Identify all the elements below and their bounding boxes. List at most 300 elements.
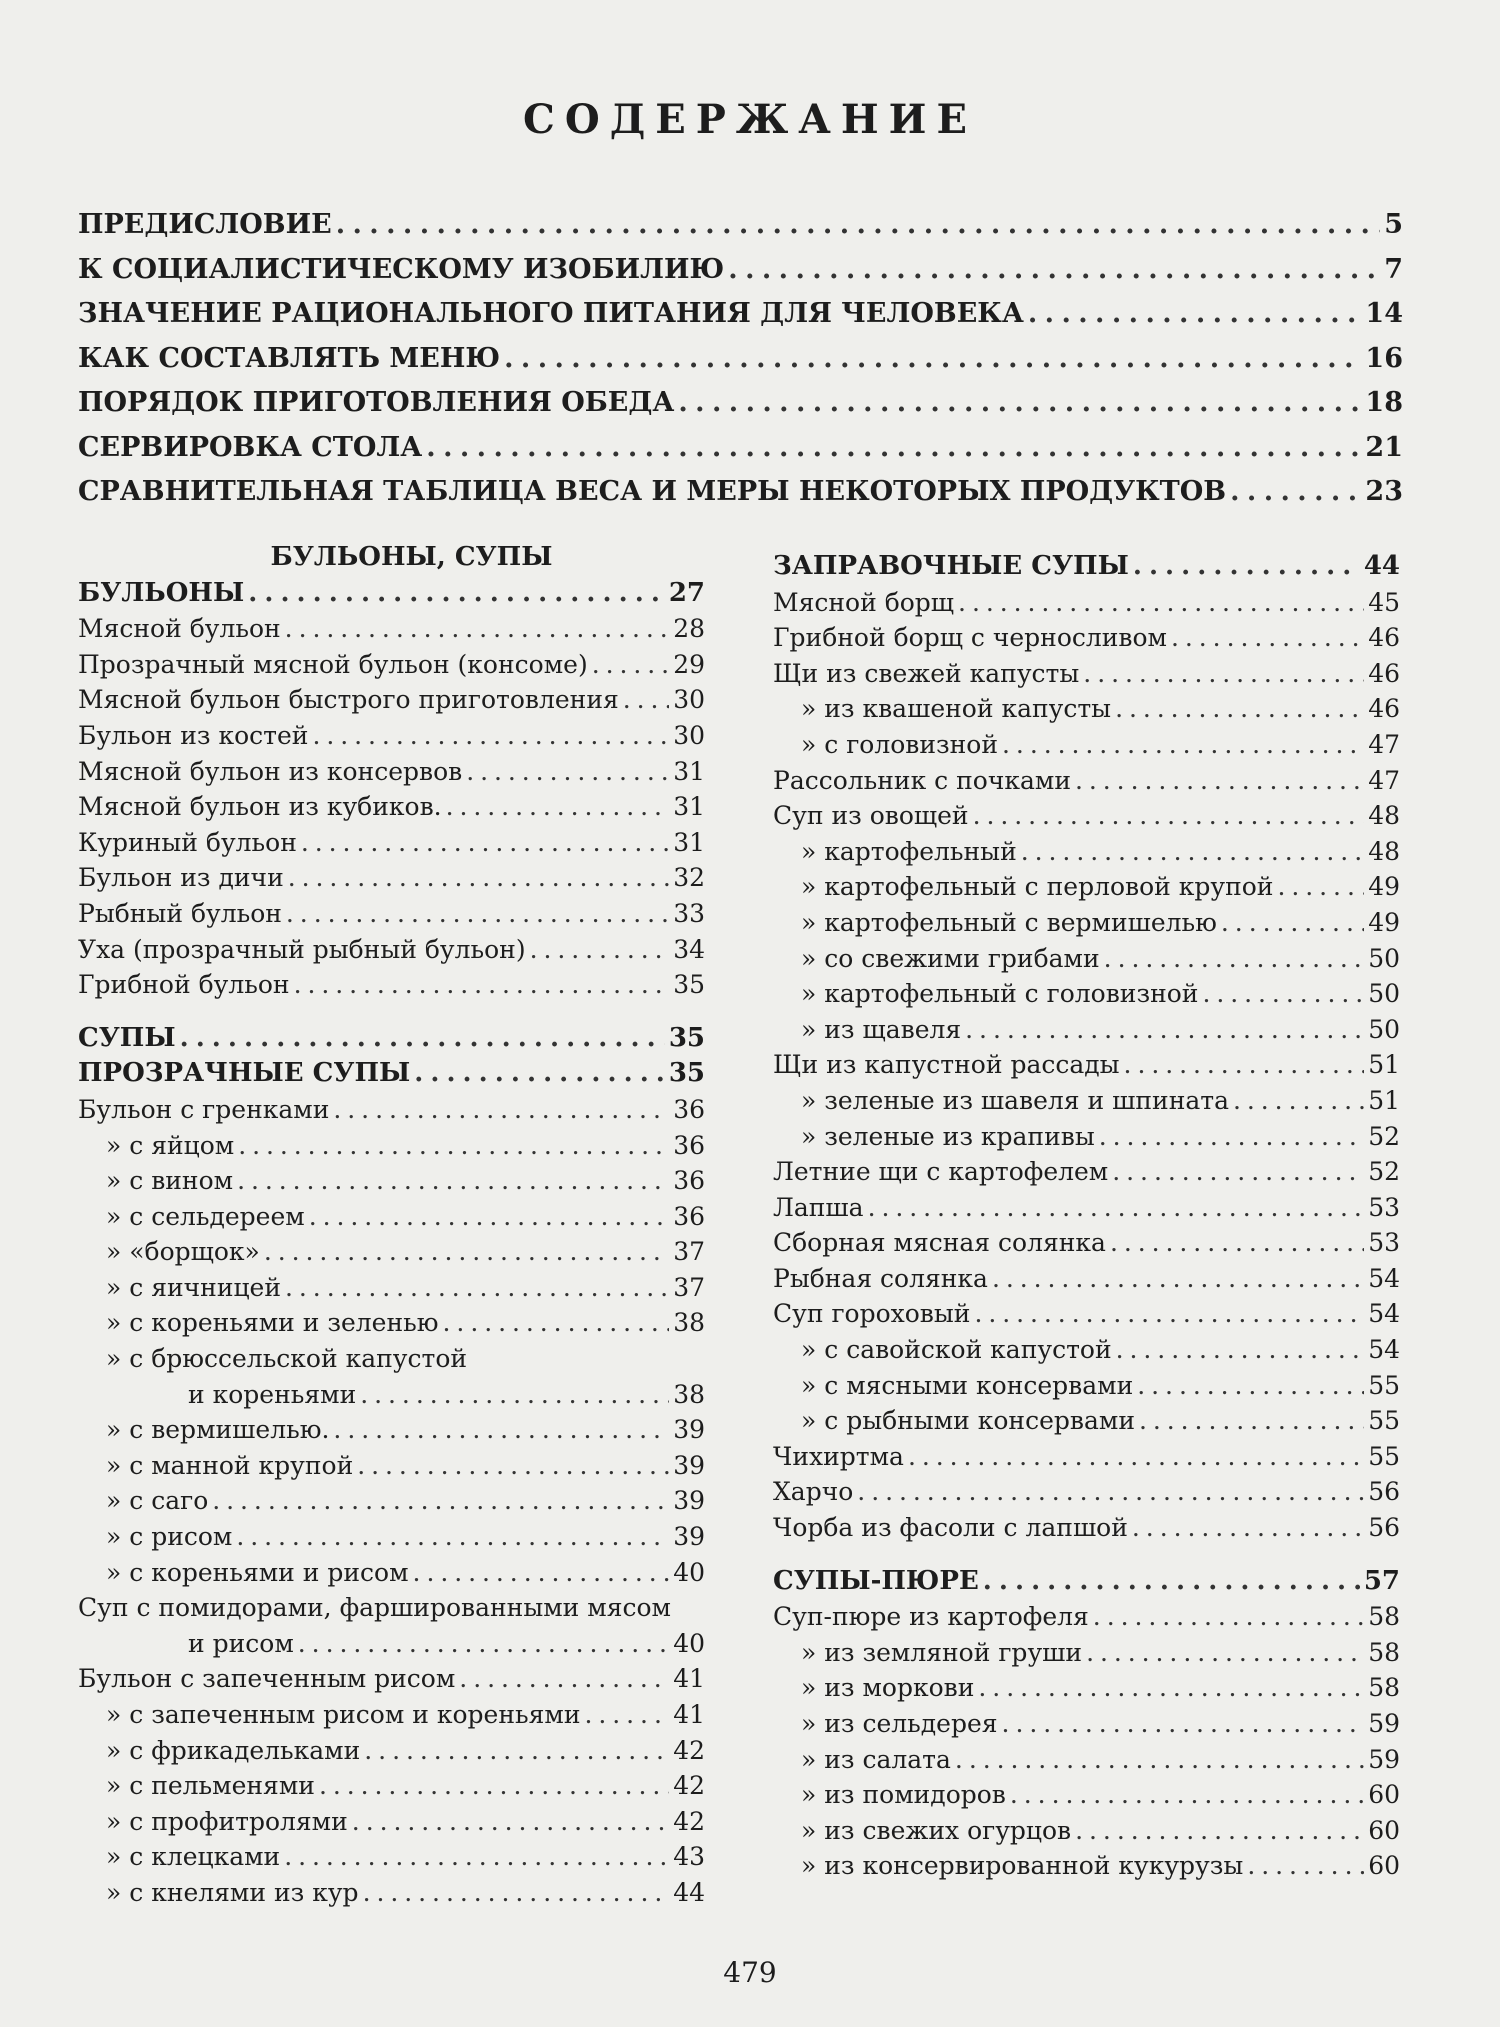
dot-leader xyxy=(336,203,1381,248)
toc-entry-title: » с савойской капустой xyxy=(801,1335,1112,1365)
toc-entry xyxy=(78,1270,705,1306)
toc-entry-page: 30 xyxy=(673,720,705,750)
toc-entry-page: 51 xyxy=(1368,1050,1400,1080)
dot-leader xyxy=(413,1555,670,1591)
toc-entry xyxy=(78,647,705,683)
toc-entry xyxy=(78,381,1403,426)
dot-leader xyxy=(1233,1083,1364,1119)
toc-entry-title: Щи из капустной рассады xyxy=(773,1050,1120,1080)
toc-entry xyxy=(773,1047,1400,1083)
dot-leader xyxy=(1075,1813,1364,1849)
spacer xyxy=(78,1003,705,1021)
toc-entry-page: 37 xyxy=(673,1237,705,1267)
toc-entry xyxy=(78,1377,705,1413)
dot-leader xyxy=(238,1128,669,1164)
toc-entry-page: 56 xyxy=(1368,1477,1400,1507)
toc-entry-page: 50 xyxy=(1368,943,1400,973)
dot-leader xyxy=(857,1474,1364,1510)
toc-entry-page: 36 xyxy=(673,1094,705,1124)
toc-entry-title: » с кнелями из кур xyxy=(106,1877,359,1907)
dot-leader xyxy=(319,1768,669,1804)
dot-leader xyxy=(1137,1368,1364,1404)
toc-entry-title: » с фрикадельками xyxy=(106,1735,361,1765)
dot-leader xyxy=(286,896,669,932)
dot-leader xyxy=(333,1092,669,1128)
toc-entry xyxy=(773,1706,1400,1742)
section-title: БУЛЬОНЫ, СУПЫ xyxy=(270,542,553,572)
toc-left-column xyxy=(78,540,705,1911)
toc-entry-page: 14 xyxy=(1365,298,1403,329)
toc-entry xyxy=(78,825,705,861)
toc-entry-title: » из квашеной капусты xyxy=(801,694,1112,724)
dot-leader xyxy=(1230,470,1361,515)
toc-entry-page: 47 xyxy=(1368,729,1400,759)
toc-entry xyxy=(78,611,705,647)
toc-entry-title: » «борщок» xyxy=(106,1237,260,1267)
toc-entry-page: 50 xyxy=(1368,1014,1400,1044)
toc-entry-page: 42 xyxy=(673,1735,705,1765)
toc-entry xyxy=(78,1199,705,1235)
toc-entry-title: Мясной бульон из консервов xyxy=(78,756,463,786)
toc-entry-page: 53 xyxy=(1368,1192,1400,1222)
toc-entry-page: 41 xyxy=(673,1700,705,1729)
toc-entry-title: » из помидоров xyxy=(801,1780,1006,1810)
page-number: 479 xyxy=(723,1956,777,1989)
toc-entry-page: 60 xyxy=(1368,1851,1400,1881)
toc-right-column xyxy=(773,549,1400,1884)
toc-entry-title: СУПЫ-ПЮРЕ xyxy=(773,1565,979,1596)
toc-entry-page: 51 xyxy=(1368,1085,1400,1115)
toc-entry xyxy=(773,1777,1400,1813)
toc-entry xyxy=(773,834,1400,870)
toc-entry xyxy=(78,248,1403,293)
toc-entry xyxy=(773,1083,1400,1119)
toc-entry-page: 46 xyxy=(1368,658,1400,688)
dot-leader xyxy=(1083,656,1364,692)
toc-entry-page: 50 xyxy=(1368,979,1400,1009)
toc-entry-title: Прозрачный мясной бульон (консоме) xyxy=(78,649,588,679)
toc-entry-title: » с кореньями и зеленью xyxy=(106,1308,439,1338)
toc-entry-title: Суп из овощей xyxy=(773,801,969,831)
toc-entry xyxy=(773,941,1400,977)
dot-leader xyxy=(333,1412,669,1448)
toc-entry xyxy=(773,1261,1400,1297)
dot-leader xyxy=(983,1564,1360,1600)
toc-entry-page: 35 xyxy=(668,1058,705,1089)
toc-entry-title: » из свежих огурцов xyxy=(801,1815,1072,1845)
toc-entry-page: 49 xyxy=(1368,907,1400,937)
toc-entry-title: » картофельный с вермишелью xyxy=(801,907,1217,937)
toc-entry-title: » с сельдереем xyxy=(106,1201,305,1231)
toc-entry-title: » с брюссельской капустой xyxy=(106,1344,468,1374)
toc-entry xyxy=(773,691,1400,727)
toc-entry xyxy=(78,1519,705,1555)
toc-entry-title: Бульон из костей xyxy=(78,720,309,750)
toc-entry xyxy=(773,620,1400,656)
toc-entry-title: » из земляной груши xyxy=(801,1637,1083,1667)
dot-leader xyxy=(212,1483,669,1519)
toc-entry-page: 33 xyxy=(673,898,705,928)
toc-entry-page: 31 xyxy=(673,827,705,857)
toc-entry-page: 55 xyxy=(1368,1406,1400,1436)
toc-entry xyxy=(773,976,1400,1012)
toc-entry-title: Рыбный бульон xyxy=(78,898,282,928)
toc-entry-page: 7 xyxy=(1384,253,1403,285)
toc-entry-page: 55 xyxy=(1368,1441,1400,1471)
toc-entry-page: 35 xyxy=(668,1022,705,1053)
dot-leader xyxy=(298,1626,669,1662)
toc-entry xyxy=(773,1599,1400,1635)
dot-leader xyxy=(1010,1777,1364,1813)
toc-entry xyxy=(773,1635,1400,1671)
dot-leader xyxy=(1277,869,1364,905)
dot-leader xyxy=(1116,1332,1365,1368)
toc-entry-page: 35 xyxy=(673,970,705,1000)
toc-entry-title: » с мясными консервами xyxy=(801,1370,1134,1400)
dot-leader xyxy=(459,1661,669,1697)
toc-entry xyxy=(773,1813,1400,1849)
toc-entry-title: » картофельный с головизной xyxy=(801,979,1199,1009)
dot-leader xyxy=(992,1261,1364,1297)
toc-entry-page: 43 xyxy=(673,1842,705,1872)
toc-entry-page: 60 xyxy=(1368,1815,1400,1845)
toc-entry xyxy=(78,896,705,932)
toc-entry-title: » с саго xyxy=(106,1486,209,1516)
dot-leader xyxy=(1021,834,1364,870)
dot-leader xyxy=(1115,691,1364,727)
dot-leader xyxy=(955,1742,1364,1778)
dot-leader xyxy=(678,381,1361,426)
toc-entry xyxy=(773,1510,1400,1546)
dot-leader xyxy=(584,1697,669,1733)
toc-entry xyxy=(773,1332,1400,1368)
toc-entry-page: 38 xyxy=(673,1379,705,1409)
toc-entry xyxy=(78,1768,705,1804)
toc-entry xyxy=(773,1474,1400,1510)
toc-entry xyxy=(78,1555,705,1591)
toc-entry xyxy=(78,1733,705,1769)
toc-entry-title: » с головизной xyxy=(801,729,999,759)
dot-leader xyxy=(352,1804,669,1840)
toc-entry-page: 54 xyxy=(1368,1299,1400,1329)
dot-leader xyxy=(363,1875,670,1911)
toc-entry-page: 60 xyxy=(1368,1780,1400,1810)
dot-leader xyxy=(1171,620,1364,656)
toc-entry-title: ПРОЗРАЧНЫЕ СУПЫ xyxy=(78,1058,411,1089)
toc-entry-title: Чихиртма xyxy=(773,1441,904,1471)
toc-entry xyxy=(78,1021,705,1057)
toc-entry-page: 42 xyxy=(673,1771,705,1801)
toc-entry xyxy=(78,860,705,896)
dot-leader xyxy=(592,647,669,683)
toc-entry-page: 55 xyxy=(1368,1370,1400,1400)
toc-entry-page: 48 xyxy=(1368,836,1400,866)
toc-entry xyxy=(78,967,705,1003)
toc-entry-title: » с клецками xyxy=(106,1842,281,1872)
toc-entry-title: Мясной бульон быстрого приготовления xyxy=(78,685,619,715)
toc-entry-title: » с запеченным рисом и кореньями xyxy=(106,1700,581,1729)
toc-entry xyxy=(78,789,705,825)
toc-entry-page: 52 xyxy=(1368,1121,1400,1151)
toc-entry-title: Суп гороховый xyxy=(773,1299,971,1329)
dot-leader xyxy=(301,825,669,861)
toc-entry-title: Куриный бульон xyxy=(78,827,297,857)
toc-entry xyxy=(78,1804,705,1840)
toc-entry xyxy=(78,1341,705,1377)
spacer xyxy=(773,1546,1400,1564)
dot-leader xyxy=(1002,1706,1365,1742)
toc-entry xyxy=(78,1412,705,1448)
dot-leader xyxy=(1139,1403,1364,1439)
dot-leader xyxy=(446,789,670,825)
toc-entry-page: 18 xyxy=(1365,387,1403,418)
toc-entry xyxy=(78,1448,705,1484)
dot-leader xyxy=(357,1448,669,1484)
toc-entry-title: Щи из свежей капусты xyxy=(773,658,1080,688)
toc-entry-page: 32 xyxy=(673,863,705,893)
toc-entry-title: » картофельный xyxy=(801,836,1017,866)
toc-entry-page: 45 xyxy=(1368,587,1400,617)
toc-entry-title: » картофельный с перловой крупой xyxy=(801,872,1274,902)
toc-entry-page: 40 xyxy=(673,1628,705,1658)
toc-entry-page: 59 xyxy=(1368,1744,1400,1774)
toc-entry xyxy=(78,337,1403,382)
toc-entry-title: » с вином xyxy=(106,1166,234,1196)
toc-entry-page: 47 xyxy=(1368,765,1400,795)
toc-entry xyxy=(773,1368,1400,1404)
toc-entry-title: БУЛЬОНЫ xyxy=(78,577,245,608)
toc-entry-page: 29 xyxy=(673,649,705,679)
toc-entry-page: 39 xyxy=(673,1486,705,1516)
toc-entry-page: 58 xyxy=(1368,1637,1400,1667)
toc-entry xyxy=(773,1564,1400,1600)
toc-entry-page: 46 xyxy=(1368,694,1400,724)
toc-entry xyxy=(773,1439,1400,1475)
dot-leader xyxy=(623,682,669,718)
toc-entry xyxy=(773,1848,1400,1884)
toc-entry-page: 44 xyxy=(1363,551,1400,581)
toc-entry xyxy=(773,1670,1400,1706)
toc-entry-title: » из моркови xyxy=(801,1673,975,1703)
dot-leader xyxy=(1028,292,1362,337)
dot-leader xyxy=(1133,549,1360,585)
toc-entry xyxy=(773,1742,1400,1778)
dot-leader xyxy=(1202,976,1364,1012)
dot-leader xyxy=(288,860,669,896)
dot-leader xyxy=(958,585,1364,621)
toc-left-list xyxy=(78,576,705,1911)
toc-entry-title: К СОЦИАЛИСТИЧЕСКОМУ ИЗОБИЛИЮ xyxy=(78,253,725,285)
dot-leader xyxy=(1112,1154,1364,1190)
toc-entry-title: » с кореньями и рисом xyxy=(106,1557,409,1587)
dot-leader xyxy=(180,1021,665,1057)
dot-leader xyxy=(1075,763,1364,799)
toc-entry-title: Бульон с гренками xyxy=(78,1094,330,1124)
dot-leader xyxy=(908,1439,1364,1475)
toc-entry xyxy=(78,1128,705,1164)
toc-entry-title: Летние щи с картофелем xyxy=(773,1157,1109,1187)
toc-entry-title: Суп с помидорами, фаршированными мясом xyxy=(78,1593,671,1623)
dot-leader xyxy=(443,1305,670,1341)
toc-entry-title: Сборная мясная солянка xyxy=(773,1228,1106,1258)
toc-entry-title: » с рисом xyxy=(106,1522,233,1552)
toc-entry-title: » с вермишелью. xyxy=(106,1415,330,1445)
toc-entry-title: Чорба из фасоли с лапшой xyxy=(773,1513,1128,1543)
dot-leader xyxy=(965,1012,1364,1048)
toc-entry xyxy=(773,1190,1400,1226)
dot-leader xyxy=(312,718,669,754)
dot-leader xyxy=(1099,1119,1364,1155)
toc-entry-page: 49 xyxy=(1368,872,1400,902)
dot-leader xyxy=(414,1056,665,1092)
toc-entry-title: Мясной борщ xyxy=(773,587,955,617)
toc-entry-title: » с яйцом xyxy=(106,1130,235,1160)
toc-entry xyxy=(78,576,705,612)
toc-entry xyxy=(773,905,1400,941)
toc-entry-page: 57 xyxy=(1363,1565,1400,1596)
toc-entry xyxy=(78,292,1403,337)
toc-entry-page: 54 xyxy=(1368,1263,1400,1293)
toc-entry-title: » из консервированной кукурузы xyxy=(801,1851,1244,1881)
toc-entry xyxy=(773,1119,1400,1155)
toc-entry xyxy=(773,1296,1400,1332)
toc-entry-title: ПРЕДИСЛОВИЕ xyxy=(78,209,332,240)
toc-entry-title: Мясной бульон xyxy=(78,614,281,644)
toc-entry xyxy=(78,426,1403,471)
toc-top-section xyxy=(78,203,1403,515)
toc-entry xyxy=(773,798,1400,834)
toc-entry xyxy=(78,1234,705,1270)
toc-entry-page: 27 xyxy=(668,577,705,608)
toc-entry-title: » из сельдерея xyxy=(801,1709,998,1738)
dot-leader xyxy=(530,932,670,968)
toc-entry-page: 53 xyxy=(1368,1228,1400,1258)
toc-entry-title: ЗАПРАВОЧНЫЕ СУПЫ xyxy=(773,551,1129,581)
dot-leader xyxy=(236,1519,669,1555)
toc-entry-title: » из салата xyxy=(801,1744,951,1774)
toc-entry-page: 44 xyxy=(673,1877,705,1907)
toc-entry-title: СЕРВИРОВКА СТОЛА xyxy=(78,431,423,463)
toc-entry-page: 54 xyxy=(1368,1335,1400,1365)
dot-leader xyxy=(248,576,665,612)
toc-entry-title: » с пельменями xyxy=(106,1771,315,1801)
toc-entry xyxy=(78,682,705,718)
dot-leader xyxy=(1002,727,1364,763)
dot-leader xyxy=(728,248,1380,293)
dot-leader xyxy=(1247,1848,1364,1884)
dot-leader xyxy=(237,1163,669,1199)
toc-entry-title: » из щавеля xyxy=(801,1014,962,1044)
toc-entry-title: и рисом xyxy=(188,1628,294,1658)
toc-entry-page: 28 xyxy=(673,614,705,644)
toc-entry-title: » с манной крупой xyxy=(106,1450,354,1480)
toc-entry-title: » со свежими грибами xyxy=(801,943,1100,973)
toc-entry-page: 58 xyxy=(1368,1602,1400,1632)
toc-entry xyxy=(78,1163,705,1199)
toc-entry-page: 46 xyxy=(1368,623,1400,653)
toc-entry xyxy=(78,1056,705,1092)
toc-entry xyxy=(78,1626,705,1662)
toc-entry-page: 56 xyxy=(1368,1513,1400,1543)
toc-entry-title: Харчо xyxy=(773,1477,854,1507)
toc-entry-page: 39 xyxy=(673,1415,705,1445)
dot-leader xyxy=(284,1839,669,1875)
toc-entry-page: 59 xyxy=(1368,1709,1400,1738)
dot-leader xyxy=(1093,1599,1364,1635)
toc-entry-page: 39 xyxy=(673,1522,705,1552)
toc-entry-title: Уха (прозрачный рыбный бульон) xyxy=(78,934,526,964)
toc-entry-page: 5 xyxy=(1384,209,1403,240)
toc-entry xyxy=(773,727,1400,763)
toc-entry-title: СУПЫ xyxy=(78,1022,176,1053)
toc-entry-page: 36 xyxy=(673,1201,705,1231)
toc-entry-title: Лапша xyxy=(773,1192,864,1222)
toc-entry-title: Рассольник с почками xyxy=(773,765,1071,795)
dot-leader xyxy=(974,1296,1364,1332)
toc-entry-title: » зеленые из крапивы xyxy=(801,1121,1095,1151)
toc-entry xyxy=(773,869,1400,905)
toc-entry xyxy=(78,1839,705,1875)
toc-entry xyxy=(78,1305,705,1341)
dot-leader xyxy=(294,967,670,1003)
toc-entry-page: 52 xyxy=(1368,1157,1400,1187)
dot-leader xyxy=(309,1199,669,1235)
dot-leader xyxy=(504,337,1361,382)
toc-entry-title: Бульон из дичи xyxy=(78,863,284,893)
toc-entry-title: Суп-пюре из картофеля xyxy=(773,1602,1089,1632)
dot-leader xyxy=(466,754,669,790)
toc-entry-page: 37 xyxy=(673,1272,705,1302)
toc-entry xyxy=(773,1012,1400,1048)
toc-entry xyxy=(773,1225,1400,1261)
toc-entry-page: 21 xyxy=(1365,431,1403,463)
dot-leader xyxy=(1110,1225,1364,1261)
toc-entry-title: » зеленые из шавеля и шпината xyxy=(801,1085,1229,1115)
toc-entry-page: 41 xyxy=(673,1664,705,1694)
toc-entry-page: 30 xyxy=(673,685,705,715)
toc-entry-page: 58 xyxy=(1368,1673,1400,1703)
toc-entry xyxy=(773,1403,1400,1439)
page-title: СОДЕРЖАНИЕ xyxy=(523,96,977,143)
toc-entry-title: » с яичницей xyxy=(106,1272,282,1302)
dot-leader xyxy=(264,1234,669,1270)
dot-leader xyxy=(360,1377,669,1413)
dot-leader xyxy=(364,1733,669,1769)
toc-entry xyxy=(78,1661,705,1697)
toc-entry xyxy=(78,1092,705,1128)
toc-entry xyxy=(773,763,1400,799)
toc-entry xyxy=(78,1590,705,1626)
dot-leader xyxy=(285,611,670,647)
dot-leader xyxy=(978,1670,1364,1706)
toc-entry-title: КАК СОСТАВЛЯТЬ МЕНЮ xyxy=(78,342,501,374)
dot-leader xyxy=(426,426,1361,471)
toc-entry-title: ЗНАЧЕНИЕ РАЦИОНАЛЬНОГО ПИТАНИЯ ДЛЯ ЧЕЛОВЕКА xyxy=(78,298,1024,329)
toc-entry xyxy=(78,932,705,968)
toc-entry-page: 39 xyxy=(673,1450,705,1480)
toc-entry xyxy=(78,1875,705,1911)
toc-entry-page: 31 xyxy=(673,756,705,786)
dot-leader xyxy=(1132,1510,1364,1546)
dot-leader xyxy=(1086,1635,1364,1671)
toc-entry xyxy=(78,754,705,790)
toc-entry-page: 38 xyxy=(673,1308,705,1338)
toc-entry-title: Рыбная солянка xyxy=(773,1263,988,1293)
toc-entry-title: Мясной бульон из кубиков. xyxy=(78,792,442,822)
dot-leader xyxy=(973,798,1365,834)
dot-leader xyxy=(868,1190,1365,1226)
toc-entry-title: Грибной борщ с черносливом xyxy=(773,623,1167,653)
